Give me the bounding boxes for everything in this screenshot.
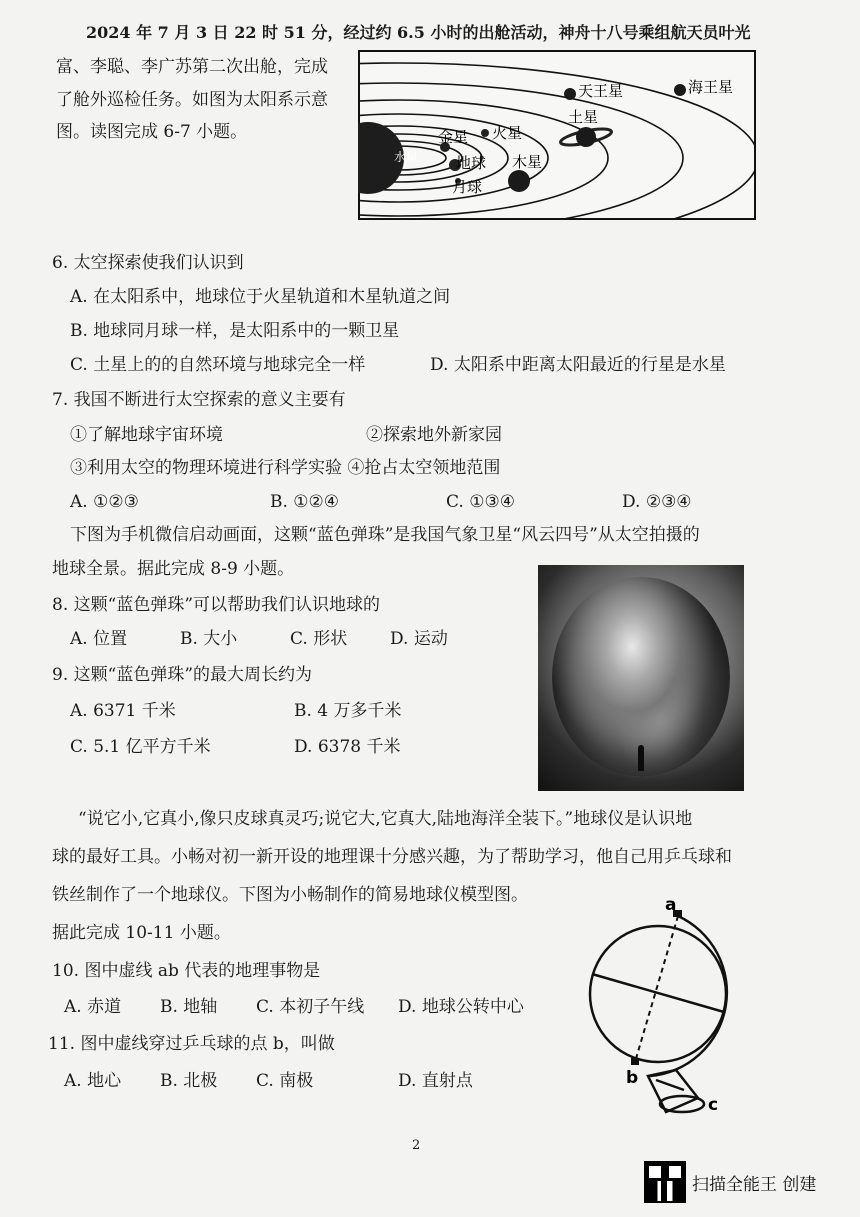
solar-system-diagram xyxy=(358,50,756,220)
intro-line-3: 了舱外巡检任务。如图为太阳系示意 xyxy=(56,90,328,110)
q7-item-3-4: ③利用太空的物理环境进行科学实验 ④抢占太空领地范围 xyxy=(70,458,501,478)
q10-option-a[interactable]: A. 赤道 xyxy=(64,997,122,1017)
q10-option-c[interactable]: C. 本初子午线 xyxy=(256,997,365,1017)
q9-option-c[interactable]: C. 5.1 亿平方千米 xyxy=(70,737,211,757)
q9-option-d[interactable]: D. 6378 千米 xyxy=(294,737,401,757)
globe-support-arc xyxy=(650,916,727,1076)
q8-option-b[interactable]: B. 大小 xyxy=(180,629,238,649)
mars-label: 火星 xyxy=(492,124,523,142)
intro2-line-1: 下图为手机微信启动画面，这颗“蓝色弹珠”是我国气象卫星“风云四号”从太空拍摄的 xyxy=(70,525,700,545)
q11-stem: 11. 图中虚线穿过乒乓球的点 b，叫做 xyxy=(48,1034,335,1054)
q8-option-d[interactable]: D. 运动 xyxy=(390,629,448,649)
label-c: c xyxy=(708,1095,719,1115)
globe-diagram xyxy=(580,890,770,1120)
intro3-line-4: 据此完成 10-11 小题。 xyxy=(52,923,231,943)
q7-option-c[interactable]: C. ①③④ xyxy=(446,492,515,512)
jupiter-label: 木星 xyxy=(512,153,543,171)
q9-option-a[interactable]: A. 6371 千米 xyxy=(70,701,176,721)
q7-option-d[interactable]: D. ②③④ xyxy=(622,492,692,512)
neptune-icon xyxy=(674,84,686,96)
earth-photo xyxy=(538,565,744,791)
q6-stem: 6. 太空探索使我们认识到 xyxy=(52,253,244,273)
intro3-line-2: 球的最好工具。小畅对初一新开设的地理课十分感兴趣，为了帮助学习，他自己用乒乓球和 xyxy=(52,847,732,867)
scanner-watermark: 扫描全能王 创建 xyxy=(692,1175,817,1195)
q6-option-d[interactable]: D. 太阳系中距离太阳最近的行星是水星 xyxy=(430,355,726,375)
qr-code-icon xyxy=(646,1163,684,1201)
q10-stem: 10. 图中虚线 ab 代表的地理事物是 xyxy=(52,961,321,981)
mars-icon xyxy=(481,129,489,137)
q11-option-c[interactable]: C. 南极 xyxy=(256,1071,314,1091)
q10-option-d[interactable]: D. 地球公转中心 xyxy=(398,997,524,1017)
q8-stem: 8. 这颗“蓝色弹珠”可以帮助我们认识地球的 xyxy=(52,595,381,615)
intro2-line-2: 地球全景。据此完成 8-9 小题。 xyxy=(52,559,295,579)
q11-option-a[interactable]: A. 地心 xyxy=(64,1071,122,1091)
q10-option-b[interactable]: B. 地轴 xyxy=(160,997,218,1017)
intro-line-4: 图。读图完成 6-7 小题。 xyxy=(56,122,248,142)
intro3-line-1: “说它小,它真小,像只皮球真灵巧;说它大,它真大,陆地海洋全装下。”地球仪是认识地 xyxy=(78,809,693,829)
q9-stem: 9. 这颗“蓝色弹珠”的最大周长约为 xyxy=(52,665,313,685)
q11-option-b[interactable]: B. 北极 xyxy=(160,1071,218,1091)
moon-label: 月球 xyxy=(452,178,483,196)
person-silhouette xyxy=(638,745,644,771)
page-number: 2 xyxy=(412,1138,421,1153)
jupiter-icon xyxy=(508,170,530,192)
q6-option-a[interactable]: A. 在太阳系中，地球位于火星轨道和木星轨道之间 xyxy=(70,287,451,307)
q7-option-b[interactable]: B. ①②④ xyxy=(270,492,340,512)
q7-stem: 7. 我国不断进行太空探索的意义主要有 xyxy=(52,390,346,410)
q7-item-1: ①了解地球宇宙环境 xyxy=(70,425,223,445)
globe-equator xyxy=(592,974,724,1012)
intro3-line-3: 铁丝制作了一个地球仪。下图为小畅制作的简易地球仪模型图。 xyxy=(52,885,528,905)
mercury-label: 水星 xyxy=(394,150,419,164)
q9-option-b[interactable]: B. 4 万多千米 xyxy=(294,701,402,721)
q6-option-c[interactable]: C. 土星上的的自然环境与地球完全一样 xyxy=(70,355,366,375)
q7-option-a[interactable]: A. ①②③ xyxy=(70,492,139,512)
saturn-label: 土星 xyxy=(568,108,599,126)
q11-option-d[interactable]: D. 直射点 xyxy=(398,1071,473,1091)
q7-item-2: ②探索地外新家园 xyxy=(366,425,502,445)
uranus-icon xyxy=(564,88,576,100)
intro-line-1: 2024 年 7 月 3 日 22 时 51 分，经过约 6.5 小时的出舱活动，神舟十八号乘组航天员叶光 xyxy=(86,23,751,42)
venus-label: 金星 xyxy=(438,128,469,146)
q8-option-c[interactable]: C. 形状 xyxy=(290,629,348,649)
label-b: b xyxy=(626,1068,639,1088)
q6-option-b[interactable]: B. 地球同月球一样，是太阳系中的一颗卫星 xyxy=(70,321,400,341)
uranus-label: 天王星 xyxy=(578,82,624,100)
earth-label: 地球 xyxy=(456,154,487,172)
neptune-label: 海王星 xyxy=(688,78,734,96)
q8-option-a[interactable]: A. 位置 xyxy=(70,629,128,649)
intro-line-2: 富、李聪、李广苏第二次出舱，完成 xyxy=(56,57,328,77)
label-a: a xyxy=(665,895,677,915)
